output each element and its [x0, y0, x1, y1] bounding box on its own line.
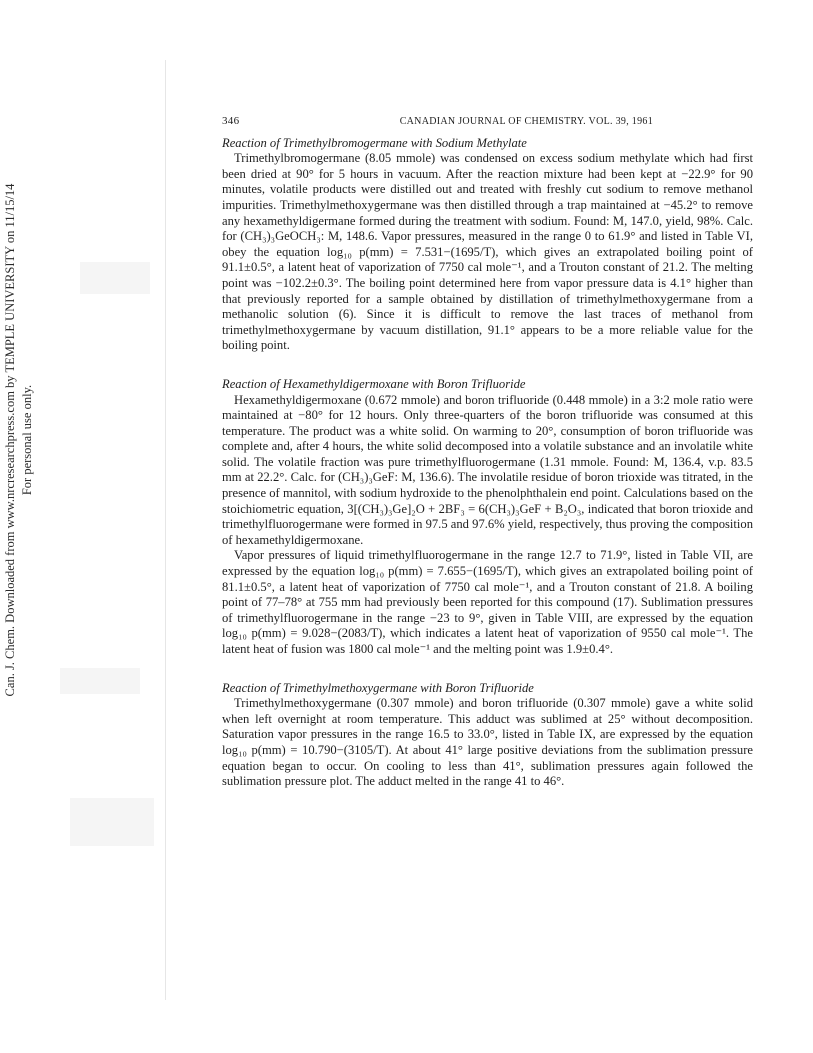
page-body: [222, 114, 753, 813]
download-stamp-usage: For personal use only.: [20, 384, 34, 496]
section-heading: Reaction of Trimethylbromogermane with Sodium Methylate: [222, 135, 527, 150]
section-digermoxane: [222, 377, 753, 658]
scan-smudge: [70, 798, 154, 846]
scan-smudge: [80, 262, 150, 294]
paragraph: Trimethylmethoxygermane (0.307 mmole) and boron trifluoride (0.307 mmole) gave a white solid when left overnight at room temperature. This adduct was sublimed at 25° without decomposition. Saturation vapor pressures in the range 16.5 to 33.0°, listed in Table IX, are expressed by the equation log₁₀ p(mm) = 10.790−(3105/T). At about 41° large positive deviations from the sublimation pressure equation began to occur. On cooling to less than 41°, sublimation pressures again followed the sublimation pressure plot. The adduct melted in the range 41 to 46°.: [222, 696, 753, 789]
paragraph: Trimethylbromogermane (8.05 mmole) was condensed on excess sodium methylate which had first been dried at 90° for 5 hours in vacuum. After the reaction mixture had been kept at −22.9° for 90 minutes, volatile products were distilled out and treated with freshly cut sodium to remove methanol impurities. Trimethylmethoxygermane was then distilled through a trap maintained at −45.2° to remove any hexamethyldigermane formed during the treatment with sodium. Found: M, 147.0, yield, 98%. Calc. for (CH₃)₃GeOCH₃: M, 148.6. Vapor pressures, measured in the range 0 to 61.9° and listed in Table VI, obey the equation log₁₀ p(mm) = 7.531−(1695/T), which gives an extrapolated boiling point of 91.1±0.5°, a latent heat of vaporization of 7750 cal mole⁻¹, and a Trouton constant of 21.2. The melting point was −102.2±0.3°. The boiling point determined here from vapor pressure data is 4.1° higher than that previously reported for a sample obtained by distillation of trimethylmethoxygermane from a methanolic solution (6). Since it is difficult to remove the last traces of methanol from trimethylmethoxygermane by vacuum distillation, 91.1° appears to be a more reliable value for the boiling point.: [222, 151, 753, 353]
paragraph: Hexamethyldigermoxane (0.672 mmole) and boron trifluoride (0.448 mmole) in a 3:2 mole ratio were maintained at −80° for 12 hours. Only three-quarters of the boron trifluoride was consumed at this temperature. The product was a white solid. On warming to 20°, consumption of boron trifluoride was complete and, after 4 hours, the white solid decomposed into a volatile substance and an involatile white solid. The volatile fraction was pure trimethylfluorogermane (1.31 mmole. Found: M, 136.4, v.p. 83.5 mm at 22.2°. Calc. for (CH₃)₃GeF: M, 136.6). The involatile residue of boron trioxide was titrated, in the presence of mannitol, with sodium hydroxide to the phenolphthalein end point. Calculations based on the stoichiometric equation, 3[(CH₃)₃Ge]₂O + 2BF₃ = 6(CH₃)₃GeF + B₂O₃, indicated that boron trioxide and trimethylfluorogermane were formed in 97.5 and 97.6% yield, respectively, thus proving the composition of hexamethyldigermoxane.: [222, 392, 753, 547]
scan-margin-line: [165, 60, 166, 1000]
download-stamp: [2, 180, 42, 700]
section-methylate: [222, 136, 753, 354]
journal-running-title: CANADIAN JOURNAL OF CHEMISTRY. VOL. 39, 1961: [399, 116, 653, 127]
paragraph: Vapor pressures of liquid trimethylfluorogermane in the range 12.7 to 71.9°, listed in Table VII, are expressed by the equation log₁₀ p(mm) = 7.655−(1695/T), which gives an extrapolated boiling point of 81.1±0.5°, a latent heat of vaporization of 7750 cal mole⁻¹, and a Trouton constant of 21.8. A boiling point of 77–78° at 755 mm had previously been reported for this compound (17). Sublimation pressures of trimethylfluorogermane in the range −23 to 9°, given in Table VIII, are expressed by the equation log₁₀ p(mm) = 9.028−(2083/T), which indicates a latent heat of vaporization of 9550 cal mole⁻¹. The latent heat of fusion was 1800 cal mole⁻¹ and the melting point was 1.9±0.4°.: [222, 548, 753, 656]
running-head: [222, 114, 753, 130]
section-heading: Reaction of Hexamethyldigermoxane with Boron Trifluoride: [222, 376, 526, 391]
page-number: 346: [222, 115, 240, 127]
section-heading: Reaction of Trimethylmethoxygermane with Boron Trifluoride: [222, 680, 534, 695]
scan-smudge: [60, 668, 140, 694]
download-stamp-line: Can. J. Chem. Downloaded from www.nrcresearchpress.com by TEMPLE UNIVERSITY on 11/15/14: [3, 183, 17, 697]
section-methoxygermane: [222, 681, 753, 790]
